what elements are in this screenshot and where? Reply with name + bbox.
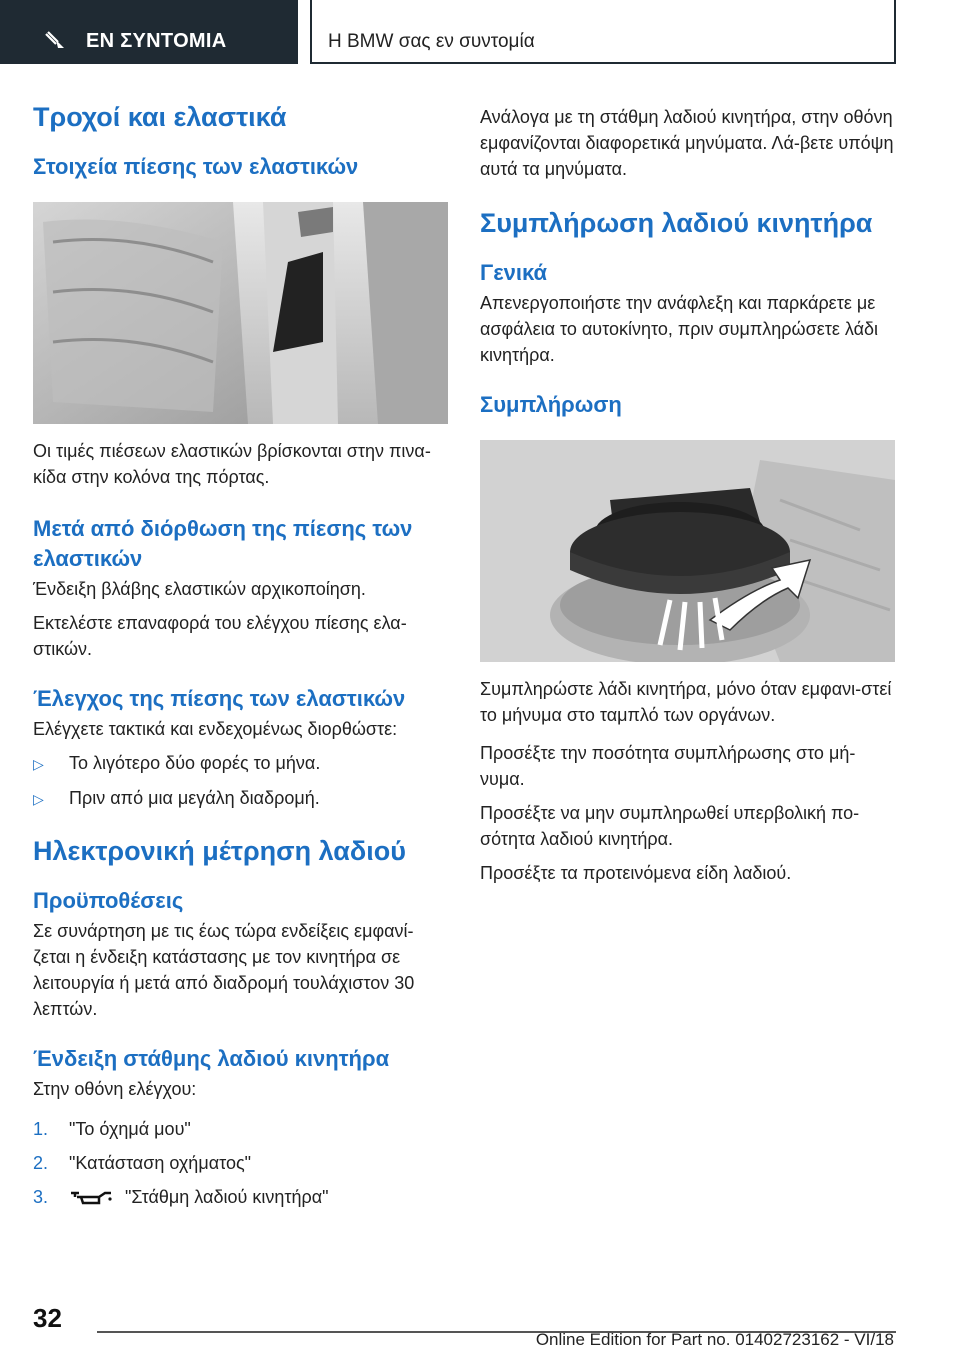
header-section-tab[interactable] [0,0,298,64]
oil-level-text: Στην οθόνη ελέγχου: [33,1079,197,1099]
heading-after-correction: Μετά από διόρθωση της πίεσης των ελαστικών [33,516,413,571]
prerequisites-text: Σε συνάρτηση με τις έως τώρα ενδείξεις εμφανί-ζεται η ένδειξη κατάστασης με τον κινητήρα σε λειτουργία ή μετά από διαδρομή τουλάχιστον 30 λεπτών. [33,921,415,1019]
list-item [33,1184,448,1210]
filling-text-4: Προσέξτε τα προτεινόμενα είδη λαδιού. [480,863,792,883]
heading-tyres: Τροχοί και ελαστικά [33,102,287,132]
bullet-text: Το λιγότερο δύο φορές το μήνα. [69,753,321,773]
step-number: 2. [33,1153,49,1173]
chapter-title-box [310,0,896,64]
oil-cap-photo [480,440,895,662]
heading-oil-topup: Συμπλήρωση λαδιού κινητήρα [480,208,873,238]
step-number: 1. [33,1119,49,1139]
heading-pressure-data: Στοιχεία πίεσης των ελαστικών [33,154,359,179]
filling-text-1: Συμπληρώστε λάδι κινητήρα, μόνο όταν εμφανι-στεί το μήνυμα στο ταμπλό των οργάνων. [480,679,892,725]
check-pressure-text: Ελέγχετε τακτικά και ενδεχομένως διορθώστε: [33,719,398,739]
step-text: "Το όχημά μου" [69,1119,191,1139]
after-correction-text-2: Εκτελέστε επαναφορά του ελέγχου πίεσης ελα-στικών. [33,613,407,659]
step-text: "Κατάσταση οχήματος" [69,1153,252,1173]
page-number: 32 [33,1303,62,1333]
filling-text-3: Προσέξτε να μην συμπληρωθεί υπερβολική πο-σότητα λαδιού κινητήρα. [480,803,860,849]
oil-can-icon [69,1187,113,1207]
heading-check-pressure: Έλεγχος της πίεσης των ελαστικών [33,686,406,711]
chapter-title: Η BMW σας εν συντομία [328,31,535,52]
list-item [33,785,448,812]
right-column [480,96,896,886]
step-text: "Στάθμη λαδιού κινητήρα" [125,1187,329,1207]
door-pillar-illustration [33,202,448,424]
heading-general: Γενικά [480,260,548,285]
step-number: 3. [33,1187,49,1207]
car-spark-icon [44,30,66,50]
triangle-bullet-icon: ▷ [33,756,44,772]
list-item [33,1150,448,1176]
door-pillar-photo [33,202,448,424]
triangle-bullet-icon: ▷ [33,791,44,807]
list-item [33,1116,448,1142]
bullet-text: Πριν από μια μεγάλη διαδρομή. [69,788,320,808]
after-correction-text-1: Ένδειξη βλάβης ελαστικών αρχικοποίηση. [33,579,366,599]
list-item [33,750,448,777]
pressure-data-text: Οι τιμές πιέσεων ελαστικών βρίσκονται στην πινα-κίδα στην κολόνα της πόρτας. [33,441,431,487]
section-tab-label: ΕΝ ΣΥΝΤΟΜΙΑ [86,30,227,52]
heading-filling: Συμπλήρωση [480,392,622,417]
filling-text-2: Προσέξτε την ποσότητα συμπλήρωσης στο μή-νυμα. [480,743,856,789]
general-text: Απενεργοποιήστε την ανάφλεξη και παρκάρετε με ασφάλεια το αυτοκίνητο, πριν συμπληρώσετε λάδι κινητήρα. [480,293,879,365]
heading-oil-level: Ένδειξη στάθμης λαδιού κινητήρα [33,1046,390,1071]
left-column [33,96,448,1210]
oil-messages-text: Ανάλογα με τη στάθμη λαδιού κινητήρα, στην οθόνη εμφανίζονται διαφορετικά μηνύματα. Λά-βετε υπόψη αυτά τα μηνύματα. [480,107,894,179]
heading-prerequisites: Προϋποθέσεις [33,888,184,913]
edition-footer: Online Edition for Part no. 01402723162 - VI/18 [535,1330,894,1349]
oil-cap-illustration [480,440,895,662]
heading-oil-measurement: Ηλεκτρονική μέτρηση λαδιού [33,836,406,866]
